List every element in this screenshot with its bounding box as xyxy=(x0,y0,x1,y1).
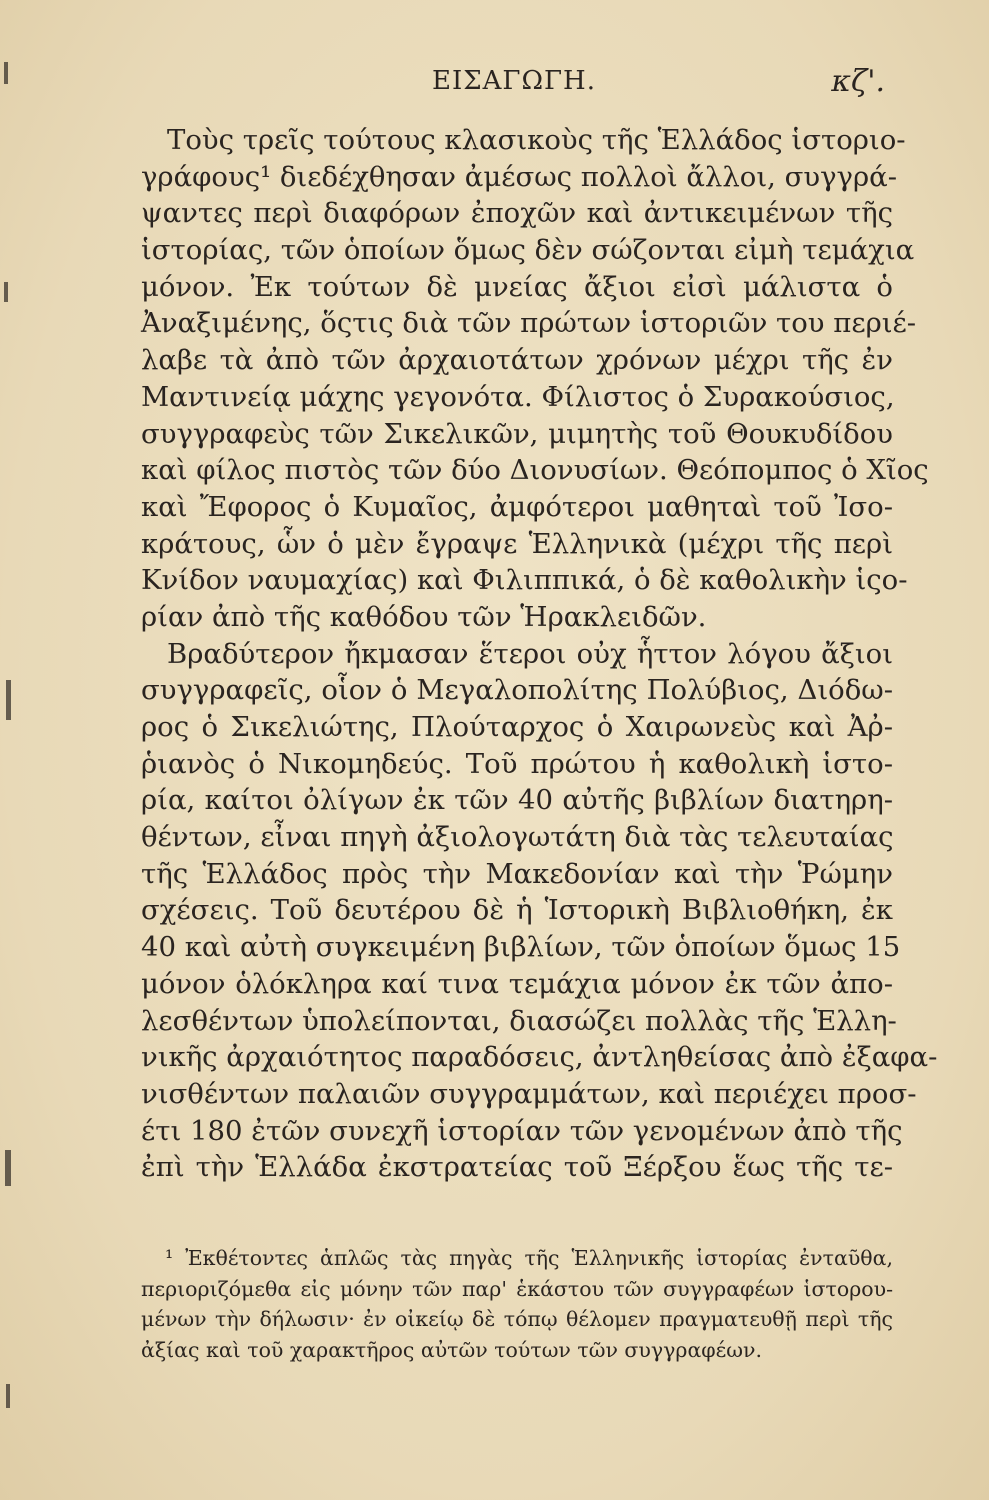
footnote-line: περιοριζόμεθα εἰς μόνην τῶν παρ' ἑκάστου τῶν συγγραφέων ἱστορου- xyxy=(141,1276,893,1301)
text-line: κράτους, ὧν ὁ μὲν ἔγραψε Ἑλληνικὰ (μέχρι τῆς περὶ xyxy=(141,527,893,560)
text-line: ἱστορίας, τῶν ὁποίων ὅμως δὲν σώζονται εἰμὴ τεμάχια xyxy=(141,234,915,267)
footnote-line: ἀξίας καὶ τοῦ χαρακτῆρος αὐτῶν τούτων τῶν συγγραφέων. xyxy=(141,1337,762,1362)
main-text xyxy=(141,122,938,1186)
text-line: Τοὺς τρεῖς τούτους κλασικοὺς τῆς Ἑλλάδος ἱστοριο- xyxy=(167,124,906,156)
binding-mark xyxy=(6,680,11,720)
binding-mark xyxy=(4,282,8,302)
binding-mark xyxy=(5,1150,11,1186)
text-line: συγγραφεὺς τῶν Σικελικῶν, μιμητὴς τοῦ Θουκυδίδου xyxy=(141,417,893,450)
text-line: λεσθέντων ὑπολείπονται, διασώζει πολλὰς τῆς Ἑλλη- xyxy=(141,1004,897,1037)
text-line: καὶ φίλος πιστὸς τῶν δύο Διονυσίων. Θεόπομπος ὁ Χῖος xyxy=(141,454,929,487)
running-title: ΕΙΣΑΓΩΓΗ. xyxy=(432,66,596,96)
text-line: νισθέντων παλαιῶν συγγραμμάτων, καὶ περιέχει προσ- xyxy=(141,1077,917,1110)
text-line: μόνον. Ἐκ τούτων δὲ μνείας ἄξιοι εἰσὶ μάλιστα ὁ xyxy=(141,270,893,303)
binding-mark xyxy=(4,62,8,84)
binding-mark xyxy=(6,1384,10,1408)
text-line: ῥιανὸς ὁ Νικομηδεύς. Τοῦ πρώτου ἡ καθολικὴ ἱστο- xyxy=(141,747,893,780)
text-line: ρίαν ἀπὸ τῆς καθόδου τῶν Ἡρακλειδῶν. xyxy=(141,600,707,633)
footnotes xyxy=(141,1243,893,1365)
text-line: Κνίδον ναυμαχίας) καὶ Φιλιππικά, ὁ δὲ καθολικὴν ἱςο- xyxy=(141,564,908,597)
page-number: κζ'. xyxy=(831,64,885,99)
text-line: γράφους¹ διεδέχθησαν ἀμέσως πολλοὶ ἄλλοι, συγγρά- xyxy=(141,160,897,193)
text-line: τῆς Ἑλλάδος πρὸς τὴν Μακεδονίαν καὶ τὴν Ῥώμην xyxy=(141,857,893,890)
page-header xyxy=(170,66,885,106)
text-line: μόνον ὁλόκληρα καί τινα τεμάχια μόνον ἐκ τῶν ἀπο- xyxy=(141,967,893,1000)
text-line: σχέσεις. Τοῦ δευτέρου δὲ ἡ Ἱστορικὴ Βιβλιοθήκη, ἐκ xyxy=(141,894,893,927)
text-line: ψαντες περὶ διαφόρων ἐποχῶν καὶ ἀντικειμένων τῆς xyxy=(141,197,893,230)
text-line: Ἀναξιμένης, ὅςτις διὰ τῶν πρώτων ἱστοριῶν του περιέ- xyxy=(141,307,917,340)
text-line: 40 καὶ αὐτὴ συγκειμένη βιβλίων, τῶν ὁποίων ὅμως 15 xyxy=(141,931,901,964)
text-line: Βραδύτερον ἤκμασαν ἕτεροι οὐχ ἧττον λόγου ἄξιοι xyxy=(167,637,893,670)
text-line: θέντων, εἶναι πηγὴ ἀξιολογωτάτη διὰ τὰς τελευταίας xyxy=(141,821,894,854)
text-line: έτι 180 ἐτῶν συνεχῆ ἱστορίαν τῶν γενομένων ἀπὸ τῆς xyxy=(141,1114,903,1147)
text-line: καὶ Ἔφορος ὁ Κυμαῖος, ἀμφότεροι μαθηταὶ τοῦ Ἰσο- xyxy=(141,490,893,523)
text-line: ἐπὶ τὴν Ἑλλάδα ἐκστρατείας τοῦ Ξέρξου ἕως τῆς τε- xyxy=(141,1151,893,1184)
text-line: ρία, καίτοι ὀλίγων ἐκ τῶν 40 αὐτῆς βιβλίων διατηρη- xyxy=(141,784,893,817)
text-line: συγγραφεῖς, οἷον ὁ Μεγαλοπολίτης Πολύβιος, Διόδω- xyxy=(141,674,893,707)
text-line: λαβε τὰ ἀπὸ τῶν ἀρχαιοτάτων χρόνων μέχρι τῆς ἐν xyxy=(141,344,893,377)
text-line: νικῆς ἀρχαιότητος παραδόσεις, ἀντληθείσας ἀπὸ ἐξαφα- xyxy=(141,1041,938,1074)
footnote-line: ¹ Ἐκθέτοντες ἁπλῶς τὰς πηγὰς τῆς Ἑλληνικῆς ἱστορίας ἐνταῦθα, xyxy=(165,1246,893,1270)
text-line: ρος ὁ Σικελιώτης, Πλούταρχος ὁ Χαιρωνεὺς καὶ Ἀῤ- xyxy=(141,711,893,743)
footnote-line: μένων τὴν δήλωσιν· ἐν οἰκείῳ δὲ τόπῳ θέλομεν πραγματευθῇ περὶ τῆς xyxy=(141,1307,893,1331)
text-line: Μαντινείᾳ μάχης γεγονότα. Φίλιστος ὁ Συρακούσιος, xyxy=(141,380,895,413)
